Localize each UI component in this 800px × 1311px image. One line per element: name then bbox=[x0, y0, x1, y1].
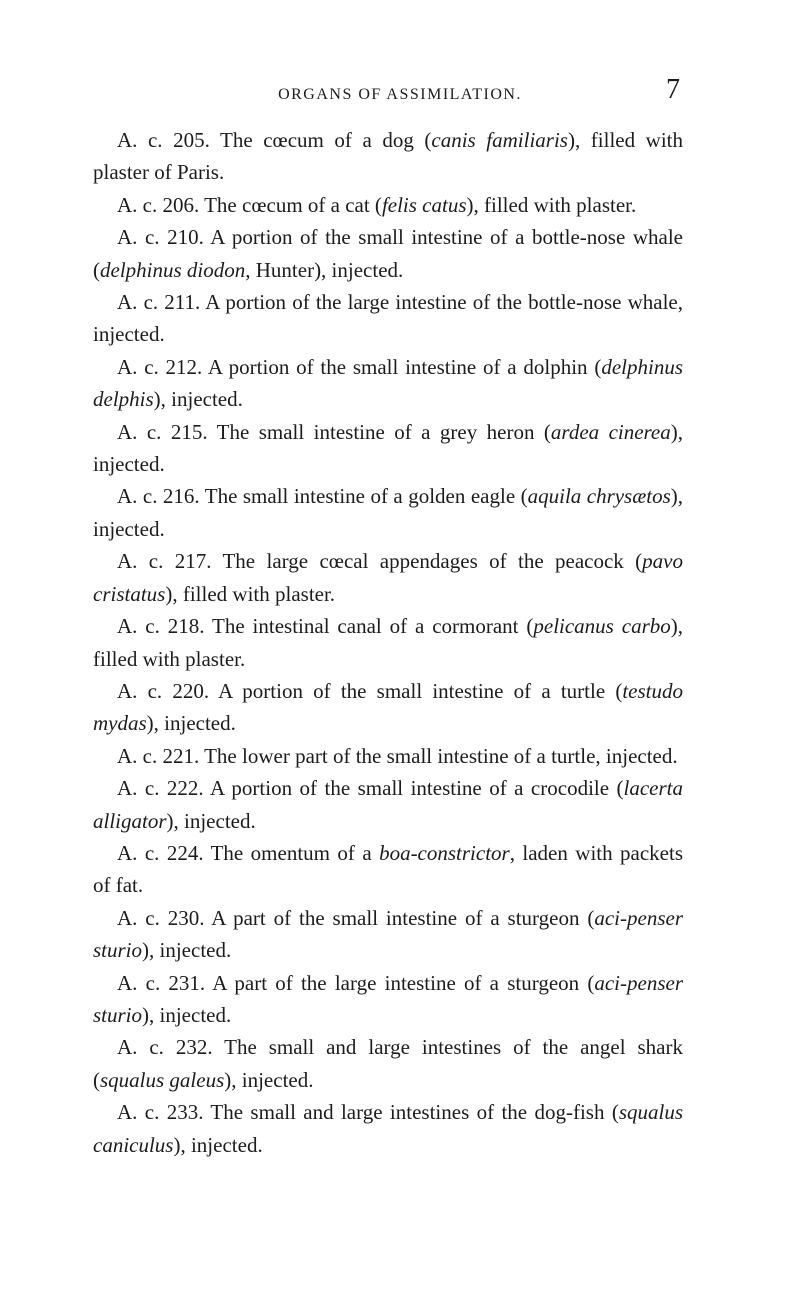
species-name: felis catus bbox=[381, 192, 467, 217]
catalogue-entry bbox=[93, 221, 683, 286]
entry-text: ), injected. bbox=[153, 387, 243, 412]
entry-text: A. c. 218. The intestinal canal of a cormorant ( bbox=[117, 614, 534, 639]
entry-text: , Hunter), injected. bbox=[245, 257, 404, 282]
catalogue-entry bbox=[93, 772, 683, 837]
entry-text: ), filled with plaster. bbox=[93, 614, 683, 671]
species-name: aci-penser sturio bbox=[93, 905, 683, 963]
entry-text: ), injected. bbox=[173, 1132, 263, 1157]
entry-text: A. c. 230. A part of the small intestine of a sturgeon ( bbox=[117, 905, 595, 930]
entry-text: A. c. 232. The small and large intestines of the angel shark ( bbox=[93, 1035, 683, 1092]
entry-text: ), injected. bbox=[142, 938, 232, 963]
entry-text: ), injected. bbox=[93, 419, 684, 477]
entry-text: ), filled with plaster of Paris. bbox=[93, 128, 683, 185]
catalogue-entry bbox=[93, 286, 683, 351]
catalogue-entry bbox=[93, 967, 683, 1032]
entry-text: A. c. 210. A portion of the small intestine of a bottle-nose whale ( bbox=[93, 225, 683, 282]
species-name: delphinus delphis bbox=[93, 354, 683, 412]
entry-text: A. c. 216. The small intestine of a golden eagle ( bbox=[117, 484, 528, 509]
entry-text: A. c. 224. The omentum of a bbox=[117, 840, 380, 865]
species-name: pavo cristatus bbox=[93, 549, 683, 606]
species-name: testudo mydas bbox=[93, 678, 683, 736]
catalogue-entries bbox=[93, 124, 683, 1161]
entry-text: ), injected. bbox=[142, 1002, 232, 1027]
species-name: squalus galeus bbox=[100, 1067, 225, 1092]
catalogue-entry bbox=[93, 1031, 683, 1096]
catalogue-entry bbox=[93, 416, 683, 481]
entry-text: ), injected. bbox=[93, 484, 683, 541]
catalogue-entry bbox=[93, 351, 683, 416]
catalogue-entry bbox=[93, 480, 683, 545]
entry-text: A. c. 205. The cœcum of a dog ( bbox=[117, 128, 432, 152]
catalogue-entry bbox=[93, 610, 683, 675]
species-name: squalus caniculus bbox=[93, 1100, 683, 1157]
species-name: aci-penser sturio bbox=[93, 970, 683, 1027]
entry-text: A. c. 222. A portion of the small intestine of a crocodile ( bbox=[117, 776, 624, 801]
catalogue-entry bbox=[93, 189, 683, 221]
entry-text: A. c. 211. A portion of the large intestine of the bottle-nose whale, injected. bbox=[93, 290, 683, 347]
entry-text: A. c. 233. The small and large intestines of the dog-fish ( bbox=[117, 1100, 619, 1125]
page-number: 7 bbox=[666, 74, 680, 105]
entry-text: A. c. 215. The small intestine of a grey heron ( bbox=[117, 419, 551, 444]
species-name: canis familiaris bbox=[431, 128, 568, 152]
entry-text: ), filled with plaster. bbox=[165, 581, 336, 606]
species-name: boa-constrictor bbox=[379, 840, 510, 865]
catalogue-entry bbox=[93, 1096, 683, 1161]
entry-text: ), injected. bbox=[166, 808, 256, 833]
entry-text: A. c. 206. The cœcum of a cat ( bbox=[117, 192, 382, 217]
catalogue-entry bbox=[93, 837, 683, 902]
catalogue-entry bbox=[93, 740, 683, 772]
entry-text: A. c. 217. The large cœcal appendages of the peacock ( bbox=[117, 549, 643, 574]
entry-text: ), filled with plaster. bbox=[466, 192, 637, 217]
species-name: ardea cinerea bbox=[550, 419, 671, 444]
catalogue-entry bbox=[93, 545, 683, 610]
catalogue-entry bbox=[93, 124, 683, 189]
entry-text: A. c. 221. The lower part of the small intestine of a turtle, injected. bbox=[117, 743, 678, 768]
running-title: ORGANS OF ASSIMILATION. bbox=[278, 86, 522, 103]
species-name: pelicanus carbo bbox=[533, 614, 671, 639]
species-name: aquila chrysætos bbox=[527, 484, 671, 509]
entry-text: A. c. 212. A portion of the small intestine of a dolphin ( bbox=[117, 354, 602, 379]
catalogue-entry bbox=[93, 902, 683, 967]
entry-text: ), injected. bbox=[146, 711, 236, 736]
species-name: delphinus diodon bbox=[100, 257, 246, 282]
entry-text: A. c. 231. A part of the large intestine of a sturgeon ( bbox=[117, 970, 595, 995]
entry-text: A. c. 220. A portion of the small intestine of a turtle ( bbox=[117, 678, 623, 703]
entry-text: , laden with packets of fat. bbox=[93, 840, 683, 898]
catalogue-entry bbox=[93, 675, 683, 740]
entry-text: ), injected. bbox=[224, 1067, 314, 1092]
species-name: lacerta alligator bbox=[93, 776, 683, 833]
